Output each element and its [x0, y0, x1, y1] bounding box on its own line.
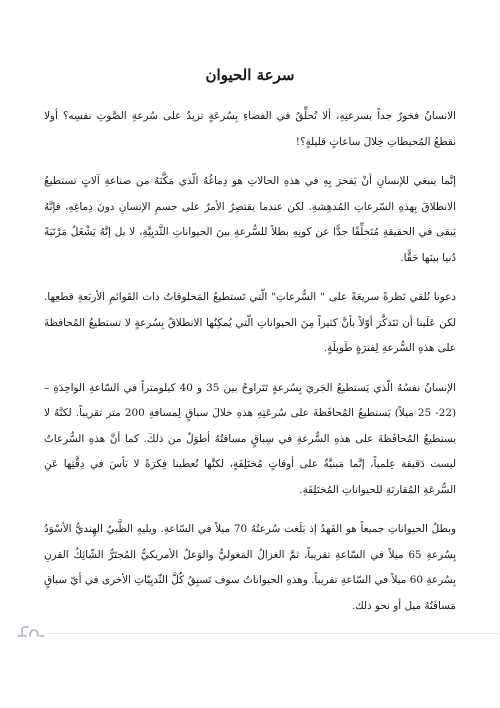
footer-rule — [48, 633, 500, 634]
paragraph-5: وبطلُ الحيواناتِ جميعاً هو الفَهدُ إذ بَلَغت سُرعتُهُ 70 ميلاً في السّاعةِ. ويليهِ الظَّبيُ الهِنديُّ الأسْوَدُ بِسُرعةِ 65 ميلاً في السّاعةِ تقريباً، ثمَّ الغزالُ المَغوليُّ والوَعلُ الأمريكيُّ المُجتَرُّ الشّائِكُ القرنِ بِسُرعةِ 60 ميلاً في السّاعةِ تقريباً. وهذهِ الحيواناتُ سوف تَسبِقُ كُلَّ الثّديِيّاتِ الأخرى في أيّ سباقٍ مَسافَتُهُ ميل أو نحو ذلك. — [44, 523, 456, 612]
paragraph-1: الانسانُ فخورٌ جداً بسرعتِهِ، ألا تُحلِّقُ في الفضاءِ بِسُرعَةٍ تزيدُ على سُرعةِ الصَّوتِ نفسِه؟ أولا نقطعُ المُحيطاتِ خِلالَ ساعاتٍ قليلةٍ؟! — [44, 110, 456, 148]
paragraph-3: دعونا نُلقي نَظرةً سريعَةً على " السُّرعاتِ" الّتي تَستطيعُ المَخلوقاتُ ذات القَوائمِ الأربَعةِ قطعِها. لكن عَلَينا أن نَتَذكَّرَ أوّلاً بأنَّ كثيراً مِنَ الحيواناتِ الّتي يُمكِنُها الانطلاقُ بِسُرعةٍ لا تستطيعُ المُحافظةَ على هذهِ السُّرعةِ لِفترَةٍ طَويلَةٍ. — [44, 291, 456, 354]
page-title: سرعة الحيوان — [205, 66, 295, 84]
publisher-mark-icon — [16, 624, 46, 640]
paragraph-2: إنَّما ينبغي للإنسانِ أنْ يَفخرَ بِهِ في هذهِ الحالاتِ هو دِماغُهُ الّذي مَكَّنَهُ من صناعةِ آلاتٍ تستطيعُ الانطلاقَ بِهذهِ السّرعاتِ المُدهِشةِ. لكن عندما يقتصِرُ الأمرُ على جسمِ الإنسانِ دونَ دِماغِهِ، فإنَّهُ يَبقى في الحقيقةِ مُتَخلِّفًا جدًّا عن كونِهِ بطلاً للسُّرعةِ بينَ الحيواناتِ الثَّديِيَّةِ، لا بل إنَّهُ يَشْغَلُ مَرْتَبَةً دُنيا بينَها حَقًّا. — [44, 175, 456, 264]
paragraph-4: الإنسانُ نفسُهُ الّذي يَستطيعُ الجَريَ بِسُرعةٍ تَتَراوحُ بين 35 و 40 كيلومتراً في السّاعةِ الواحِدَةِ – (22- 25 ميلاً) يَستطيعُ المُحافَظةَ على سُرعَتِهِ هذهِ خلالَ سباقٍ لِمسافةِ 200 متر تقريباً. لكنَّهُ لا يستطيعُ المُحافَظةَ على هذهِ السُّرعةِ في سِباقٍ مسافتُهُ أطوَلُ من ذلكَ. كما أنَّ هذهِ السُّرعاتُ ليست دَقيقة عِلمياً، إنَّما مَبنيَّةٌ على أوقاتٍ مُختَلِفَةٍ، لكنَّها تُعطينا فِكرَةً لا بَأسَ في دِقَّتِها عَنِ السُّرعَةِ المُقارنَةِ للحيواناتِ المُختَلِفَةِ. — [44, 381, 456, 496]
